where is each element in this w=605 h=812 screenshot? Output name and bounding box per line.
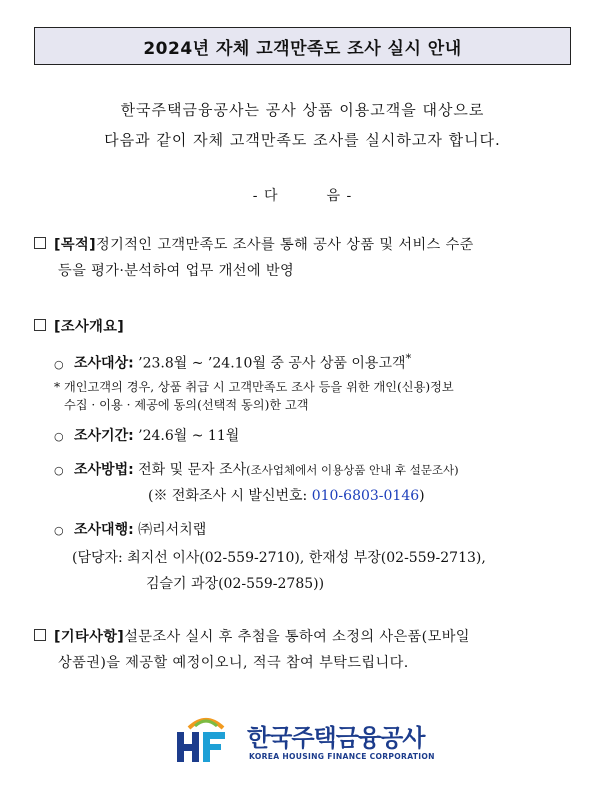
etc-text-1: 설문조사 실시 후 추첨을 통하여 소정의 사은품(모바일: [124, 629, 470, 645]
method-value: 전화 및 문자 조사: [133, 462, 247, 478]
checkbox-icon: [34, 629, 46, 641]
period-value: ’24.6월 ~ 11월: [133, 428, 240, 444]
period-label: 조사기간:: [74, 428, 134, 444]
etc-section: [34, 624, 470, 676]
da-eum-left: - 다: [252, 188, 279, 204]
intro-line-1: 한국주택금융공사는 공사 상품 이용고객을 대상으로: [120, 101, 485, 119]
etc-text-2: 상품권)을 제공할 예정이오니, 적극 참여 부탁드립니다.: [58, 655, 409, 671]
phone-suffix: ): [419, 488, 425, 504]
target-note: [54, 378, 454, 414]
logo-name-en: KOREA HOUSING FINANCE CORPORATION: [249, 752, 435, 761]
checkbox-icon: [34, 319, 46, 331]
da-eum-right: 음 -: [326, 188, 353, 204]
notice-title: 2024년 자체 고객만족도 조사 실시 안내: [34, 27, 571, 65]
target-note-line-2: 수집 · 이용 · 제공에 동의(선택적 동의)한 고객: [64, 398, 309, 412]
purpose-label: [목적]: [54, 237, 96, 253]
purpose-text-2: 등을 평가·분석하여 업무 개선에 반영: [58, 263, 295, 279]
period-row: [54, 424, 239, 449]
hf-logo: [175, 710, 435, 770]
contact-line-1: (담당자: 최지선 이사(02-559-2710), 한재성 부장(02-559-2713),: [72, 550, 486, 566]
checkbox-icon: [34, 237, 46, 249]
method-note: (조사업체에서 이용상품 안내 후 설문조사): [246, 463, 459, 477]
overview-label: [조사개요]: [54, 319, 125, 335]
agency-label: 조사대행:: [74, 522, 134, 538]
etc-label: [기타사항]: [54, 629, 125, 645]
da-eum-heading: [0, 185, 605, 205]
target-label: 조사대상:: [74, 355, 134, 372]
purpose-section: [34, 232, 474, 284]
method-label: 조사방법:: [74, 462, 134, 478]
circle-bullet-icon: ○: [54, 524, 64, 537]
circle-bullet-icon: ○: [54, 357, 64, 371]
target-note-line-1: * 개인고객의 경우, 상품 취급 시 고객만족도 조사 등을 위한 개인(신용)정보: [54, 380, 454, 394]
phone-row: [148, 484, 425, 508]
agency-value: ㈜리서치랩: [133, 522, 207, 538]
hf-logo-mark-icon: [175, 710, 237, 766]
target-footnote-mark: *: [405, 351, 412, 365]
phone-prefix: (※ 전화조사 시 발신번호:: [148, 488, 312, 504]
phone-number: 010-6803-0146: [311, 488, 420, 504]
circle-bullet-icon: ○: [54, 430, 64, 443]
overview-section: [34, 314, 124, 340]
target-row: [54, 346, 411, 377]
logo-name-ko: 한국주택금융공사: [247, 724, 425, 752]
purpose-text-1: 정기적인 고객만족도 조사를 통해 공사 상품 및 서비스 수준: [95, 237, 474, 253]
intro-paragraph: [0, 95, 605, 155]
method-row: [54, 458, 459, 483]
target-value: ’23.8월 ~ ’24.10월 중 공사 상품 이용고객: [133, 355, 406, 372]
agency-row: [54, 518, 206, 543]
contact-line-2: 김슬기 과장(02-559-2785)): [146, 576, 325, 592]
intro-line-2: 다음과 같이 자체 고객만족도 조사를 실시하고자 합니다.: [104, 131, 501, 149]
circle-bullet-icon: ○: [54, 464, 64, 477]
